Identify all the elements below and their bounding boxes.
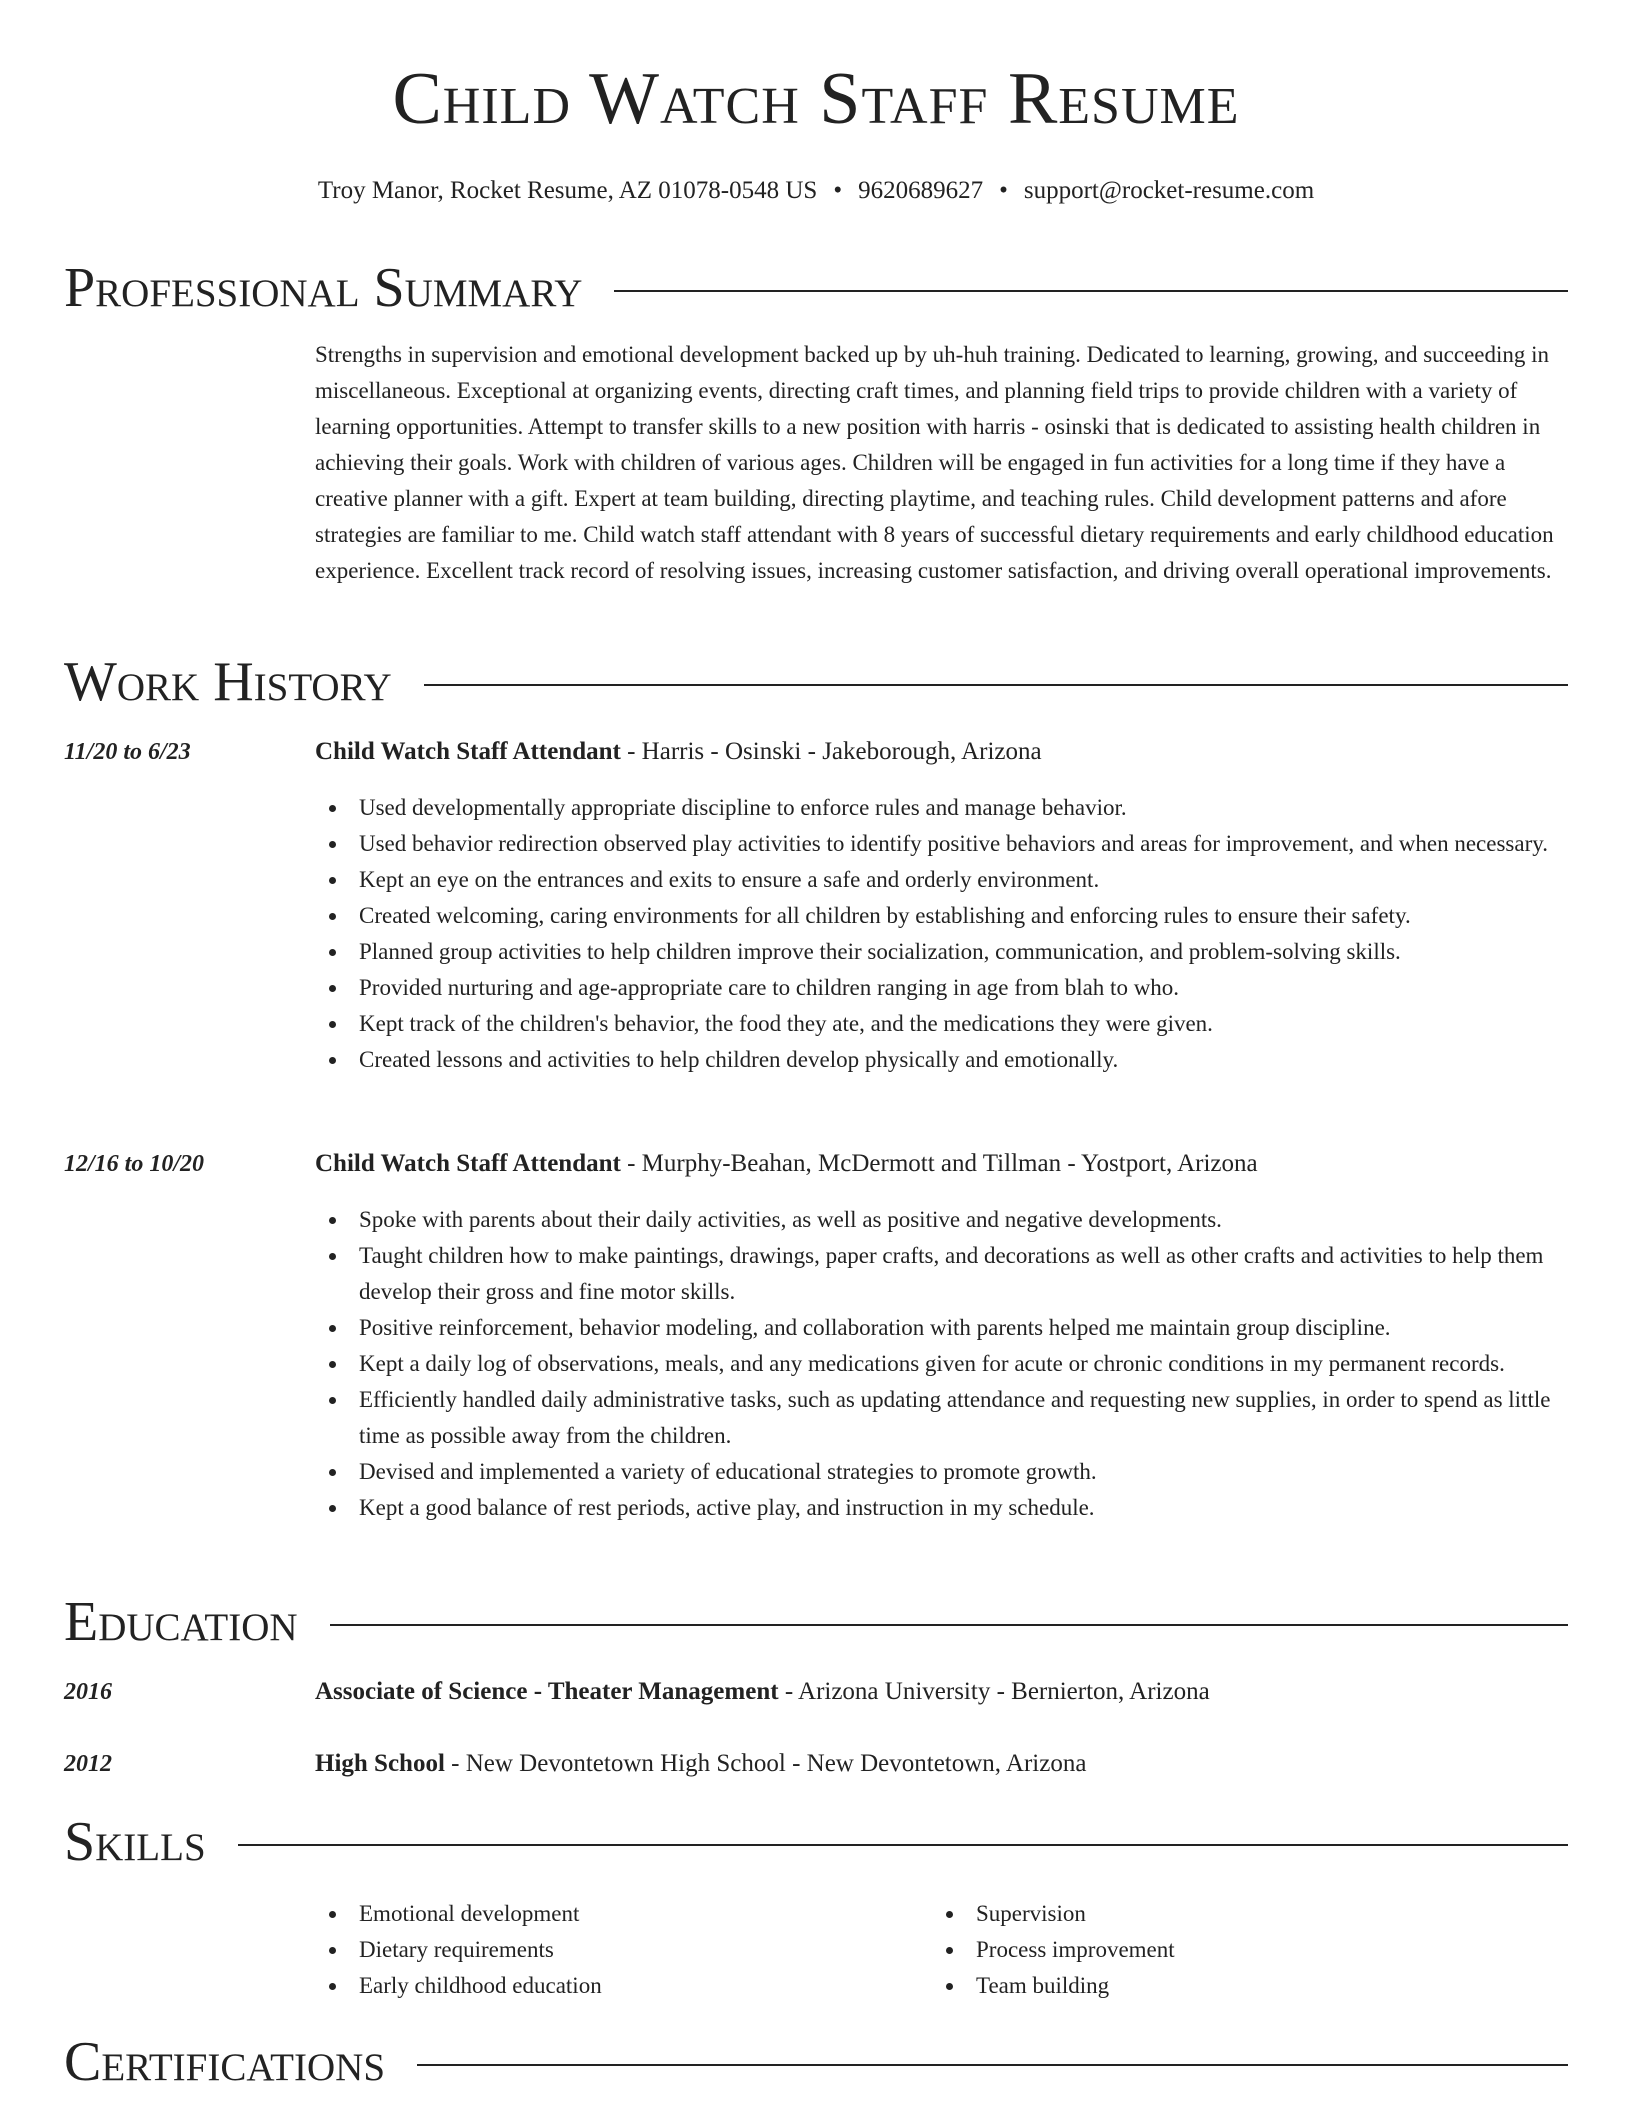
job-heading [315, 736, 1573, 768]
contact-line [0, 176, 1632, 206]
job-bullet: Spoke with parents about their daily activities, as well as positive and negative developments. [315, 1202, 1573, 1238]
section-heading-certifications [64, 2032, 1568, 2092]
job-dates: 11/20 to 6/23 [64, 739, 191, 765]
section-divider [238, 1844, 1568, 1846]
job-bullet: Efficiently handled daily administrative tasks, such as updating attendance and requesting new supplies, in order to spend as little time as possible away from the children. [315, 1382, 1573, 1454]
job-title: Child Watch Staff Attendant [315, 738, 621, 765]
job-bullet: Provided nurturing and age-appropriate care to children ranging in age from blah to who. [315, 970, 1573, 1006]
contact-address: Troy Manor, Rocket Resume, AZ 01078-0548 US [317, 177, 818, 204]
skill-item: Early childhood education [315, 1968, 875, 2004]
education-year: 2012 [64, 1751, 112, 1777]
section-divider [424, 684, 1568, 686]
contact-separator: • [999, 177, 1008, 204]
section-divider [614, 290, 1568, 292]
job-bullets [315, 790, 1573, 1078]
job-bullets [315, 1202, 1573, 1526]
skill-item: Supervision [932, 1896, 1492, 1932]
job-bullet: Planned group activities to help children improve their socialization, communication, and problem-solving skills. [315, 934, 1573, 970]
section-heading-summary [64, 258, 1568, 318]
job-title: Child Watch Staff Attendant [315, 1150, 621, 1177]
section-divider [330, 1624, 1568, 1626]
education-entry [315, 1676, 1573, 1708]
job-bullet: Used developmentally appropriate discipline to enforce rules and manage behavior. [315, 790, 1573, 826]
job-bullet: Kept an eye on the entrances and exits to ensure a safe and orderly environment. [315, 862, 1573, 898]
resume-title: Child Watch Staff Resume [392, 58, 1240, 140]
education-degree: High School [315, 1750, 445, 1777]
job-bullet: Created lessons and activities to help children develop physically and emotionally. [315, 1042, 1573, 1078]
job-bullet: Kept a daily log of observations, meals, and any medications given for acute or chronic conditions in my permanent records. [315, 1346, 1573, 1382]
job-bullet: Created welcoming, caring environments for all children by establishing and enforcing rules to ensure their safety. [315, 898, 1573, 934]
job-bullet: Taught children how to make paintings, drawings, paper crafts, and decorations as well as other crafts and activities to help them develop their gross and fine motor skills. [315, 1238, 1573, 1310]
contact-separator: • [833, 177, 843, 204]
skill-item: Emotional development [315, 1896, 875, 1932]
job-heading [315, 1148, 1573, 1180]
job-employer: - Harris - Osinski - Jakeborough, Arizona [620, 738, 1042, 765]
job-employer: - Murphy-Beahan, McDermott and Tillman - Yostport, Arizona [620, 1150, 1258, 1177]
skill-item: Process improvement [932, 1932, 1492, 1968]
section-title: Professional Summary [64, 257, 583, 319]
education-entry [315, 1748, 1573, 1780]
section-heading-education [64, 1592, 1568, 1652]
education-degree: Associate of Science - Theater Management [315, 1678, 779, 1705]
job-dates: 12/16 to 10/20 [64, 1151, 205, 1177]
section-title: Skills [64, 1811, 206, 1873]
job-bullet: Kept a good balance of rest periods, active play, and instruction in my schedule. [315, 1490, 1573, 1526]
job-bullet: Used behavior redirection observed play activities to identify positive behaviors and areas for improvement, and when necessary. [315, 826, 1573, 862]
job-bullet: Devised and implemented a variety of educational strategies to promote growth. [315, 1454, 1573, 1490]
section-title: Work History [64, 651, 392, 713]
skills-list-left [315, 1896, 875, 2004]
summary-text: Strengths in supervision and emotional development backed up by uh-huh training. Dedicated to learning, growing, and succeeding in miscellaneous. Exceptional at organizing events, directing craft times, and planning field trips to provide children with a variety of learning opportunities. Attempt to transfer skills to a new position with harris - osinski that is dedicated to assisting health children in achieving their goals. Work with children of various ages. Children will be engaged in fun activities for a long time if they have a creative planner with a gift. Expert at team building, directing playtime, and teaching rules. Child development patterns and afore strategies are familiar to me. Child watch staff attendant with 8 years of successful dietary requirements and early childhood education experience. Excellent track record of resolving issues, increasing customer satisfaction, and driving overall operational improvements. [315, 342, 1554, 583]
job-bullet: Positive reinforcement, behavior modeling, and collaboration with parents helped me maintain group discipline. [315, 1310, 1573, 1346]
skills-list-right [932, 1896, 1492, 2004]
section-title: Education [64, 1591, 298, 1653]
job-bullet: Kept track of the children's behavior, the food they ate, and the medications they were given. [315, 1006, 1573, 1042]
section-title: Certifications [64, 2031, 386, 2093]
skill-item: Dietary requirements [315, 1932, 875, 1968]
section-heading-work-history [64, 652, 1568, 712]
education-school: - New Devontetown High School - New Devontetown, Arizona [444, 1750, 1087, 1777]
section-divider [417, 2064, 1568, 2066]
contact-phone: 9620689627 [858, 177, 984, 204]
section-heading-skills [64, 1812, 1568, 1872]
education-year: 2016 [64, 1679, 112, 1705]
education-school: - Arizona University - Bernierton, Arizona [778, 1678, 1210, 1705]
contact-email: support@rocket-resume.com [1023, 177, 1315, 204]
skill-item: Team building [932, 1968, 1492, 2004]
